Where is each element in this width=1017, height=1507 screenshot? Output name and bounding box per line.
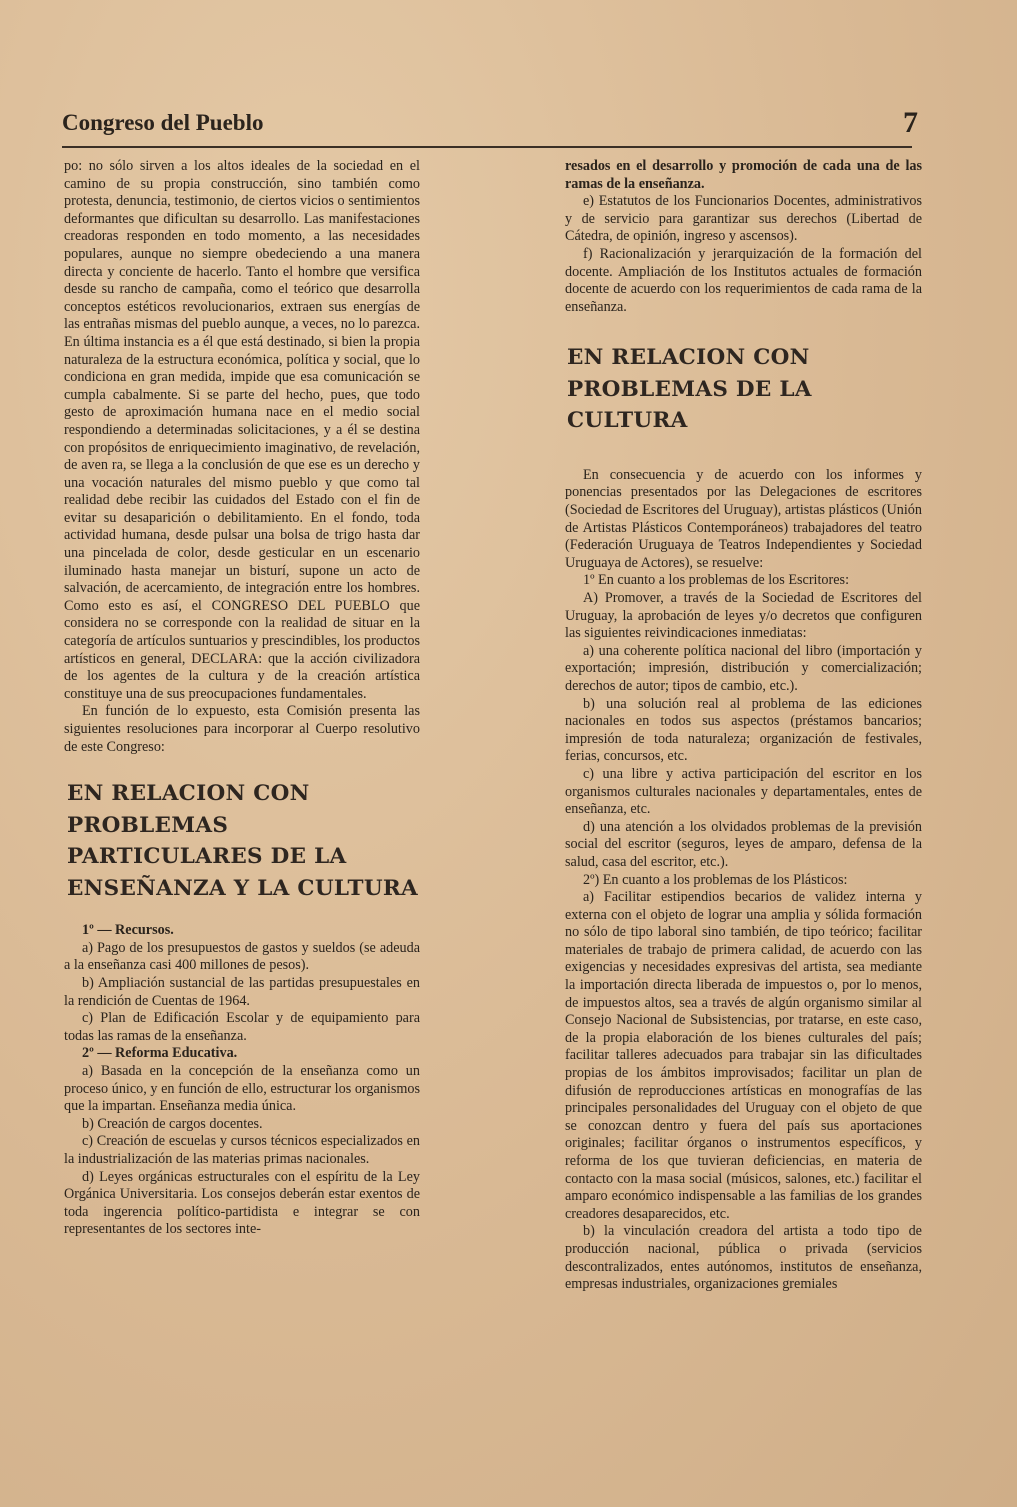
list-item: b) una solución real al problema de las ediciones nacionales en todos sus aspectos (préstamos bancarios; impresión de toda naturaleza; organización de festivales, ferias, concursos, etc. [565,695,922,765]
list-item: f) Racionalización y jerarquización de la formación del docente. Ampliación de los Institutos actuales de formación docente de acuerdo con los requerimientos de cada rama de la enseñanza. [565,245,922,315]
list-item: 1º En cuanto a los problemas de los Escritores: [583,572,850,589]
right-column [565,158,922,1294]
list-item: resados en el desarrollo y promoción de cada una de las ramas de la enseñanza. [565,158,922,192]
list-item: e) Estatutos de los Funcionarios Docentes, administrativos y de servicio para garantizar sus derechos (Libertad de Cátedra, de opinión, ingreso y ascensos). [565,193,922,245]
list-item: A) Promover, a través de la Sociedad de Escritores del Uruguay, la aprobación de leyes y/o decretos que configuren las siguientes reivindicaciones inmediatas: [565,590,922,642]
list-item: 1º — Recursos. [82,922,174,939]
section-heading-culture: EN RELACION CON PROBLEMAS DE LA CULTURA [567,345,812,434]
list-item: c) Creación de escuelas y cursos técnicos especializados en la industrialización de las materias primas nacionales. [64,1133,420,1167]
list-item: a) Pago de los presupuestos de gastos y sueldos (se adeuda a la enseñanza casi 400 millones de pesos). [64,939,420,974]
list-item: a) Basada en la concepción de la enseñanza como un proceso único, y en función de ello, estructurar los organismos que la impartan. Enseñanza media única. [64,1062,420,1115]
list-item: a) Facilitar estipendios becarios de validez interna y externa con el objeto de lograr una amplia y sólida formación no sólo de tipo laboral sino también, de tipo teórico; facilitar materiales de trabajo de primera calidad, de acuerdo con las exigencias y necesidades expresivas del artista, sea mediante la importación directa liberada de impuestos o, por lo menos, de impuestos altos, sea a través de algún organismo similar al Consejo Nacional de Subsistencias, por tratarse, en este caso, de la propia elaboración de los bienes culturales del país; facilitar talleres adecuados para trabajar sin las dificultades propias de los ámbitos improvisados; facilitar un plan de difusión de reproducciones artísticas en monografías de las principales personalidades del Uruguay con el objeto de que se conozcan dentro y fuera del país sus aportaciones originales; facilitar órganos o instrumentos específicos, y reforma de los que tuvieran deficiencias, en materia de contacto con la masa social (músicos, salones, etc.) facilitar el amparo económico indispensable a las familias de los grandes creadores desaparecidos, etc. [565,889,922,1222]
list-item: c) una libre y activa participación del escritor en los organismos culturales nacionales y departamentales, entes de enseñanza, etc. [565,765,922,818]
culture-paragraph: En consecuencia y de acuerdo con los informes y ponencias presentados por las Delegaciones de escritores (Sociedad de Escritores del Uruguay), artistas plásticos (Unión de Artistas Plásticos Contemporáneos) trabajadores del teatro (Federación Uruguaya de Teatros Independientes y Sociedad Uruguaya de Actores), se resuelve: [565,466,922,571]
list-item: d) una atención a los olvidados problemas de la previsión social del escritor (seguros, leyes de amparo, defensa de la salud, casa del escritor, etc.). [565,818,922,870]
page-mark: 7 [903,106,918,139]
list-item: c) Plan de Edificación Escolar y de equipamiento para todas las ramas de la enseñanza. [64,1010,420,1044]
list-item: 2º — Reforma Educativa. [82,1045,238,1062]
publication-title: Congreso del Pueblo [62,110,264,135]
intro-paragraph: po: no sólo sirven a los altos ideales de la sociedad en el camino de su propia construcción, sino también como protesta, denuncia, testimonio, de ciertos vicios o sentimientos deformantes que dificultan su desarrollo. Las manifestaciones creadoras responden en todo momento, a las necesidades populares, aunque no siempre obedeciendo a una manera directa y conciente de hacerlo. Tanto el hombre que versifica desde su rancho de campaña, como el teórico que desarrolla conceptos estéticos revolucionarios, extraen sus energías de las entrañas mismas del pueblo aunque, a veces, no lo parezca. En última instancia es a él que está destinado, si bien la propia naturaleza de la estructura económica, política y social, que lo condiciona en gran medida, impide que esa comunicación se cumpla cabalmente. Si se parte del hecho, pues, que todo gesto de aproximación humana nace en el medio social respondiendo a determinadas solicitaciones, y a él se destina con propósitos de enriquecimiento imaginativo, de revelación, de aven ra, se llega a la conclusión de que ese es un derecho y una vocación naturales del mismo pueblo y que como tal realidad debe recibir las cuidados del Estado con el fin de evitar su desaparición o debilitamiento. En el fondo, toda actividad humana, desde pulsar una bolsa de trigo hasta dar una pincelada de color, desde gesticular en un escenario iluminado hasta manejar un bisturí, supone un acto de salvación, de acercamiento, de integración entre los hombres. Como esto es así, el CONGRESO DEL PUEBLO que considera no se corresponde con la realidad de situar en la categoría de artículos suntuarios y prescindibles, los productos artísticos en general, DECLARA: que la acción civilizadora de los agentes de la cultura y de la creación artística constituye una de sus preocupaciones fundamentales. [64,158,420,702]
section-heading-education: EN RELACION CON PROBLEMAS PARTICULARES DE LA ENSEÑANZA Y LA CULTURA [67,781,419,901]
list-item: b) Ampliación sustancial de las partidas presupuestales en la rendición de Cuentas de 1964. [64,974,420,1009]
list-item: d) Leyes orgánicas estructurales con el espíritu de la Ley Orgánica Universitaria. Los consejos deberán estar exentos de toda ingerencia político-partidista e integrar se con representantes de los sectores inte- [64,1168,420,1238]
resolution-intro-paragraph: En función de lo expuesto, esta Comisión presenta las siguientes resoluciones para incorporar al Cuerpo resolutivo de este Congreso: [64,703,420,755]
list-item: 2º) En cuanto a los problemas de los Plásticos: [583,871,848,888]
page-header [62,106,918,148]
list-item: b) Creación de cargos docentes. [82,1115,263,1132]
list-item: b) la vinculación creadora del artista a todo tipo de producción nacional, pública o privada (servicios descontralizados, entes autónomos, institutos de enseñanza, empresas industriales, organizaciones gremiales [565,1223,922,1293]
list-item: a) una coherente política nacional del libro (importación y exportación; impresión, distribución y comercialización; derechos de autor; tipos de cambio, etc.). [565,642,922,694]
left-column [64,158,420,1239]
